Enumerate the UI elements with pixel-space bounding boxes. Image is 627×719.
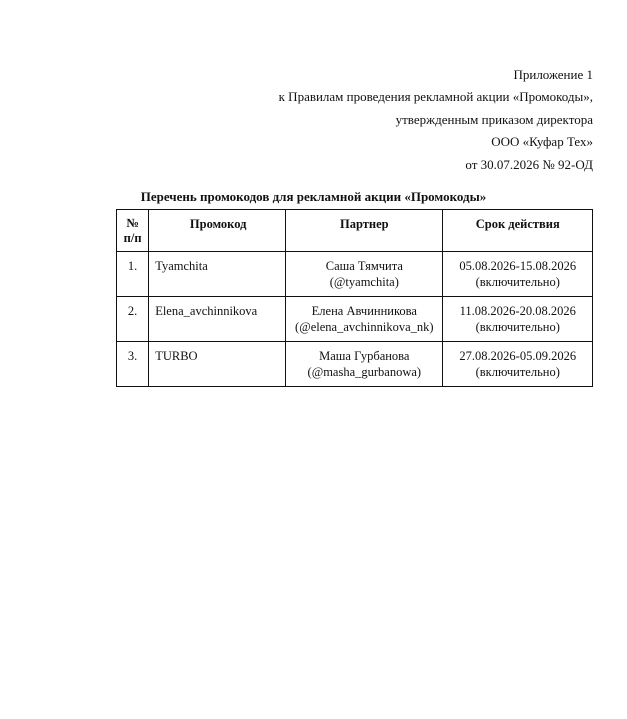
row-promo-code: TURBO [149, 342, 286, 387]
period-dates: 05.08.2026-15.08.2026 [459, 259, 577, 273]
partner-handle: (@masha_gurbanowa) [307, 365, 422, 379]
row-partner [286, 297, 443, 342]
period-note: (включительно) [475, 365, 560, 379]
appendix-header [279, 64, 593, 176]
table-row [117, 342, 593, 387]
row-number: 2. [117, 297, 149, 342]
appendix-order-date: от 30.07.2026 № 92-ОД [465, 156, 593, 172]
row-promo-code: Elena_avchinnikova [149, 297, 286, 342]
row-period [443, 297, 593, 342]
row-partner [286, 342, 443, 387]
partner-name: Саша Тямчита [325, 259, 403, 273]
partner-name: Елена Авчинникова [311, 304, 417, 318]
header-period: Срок действия [443, 210, 593, 252]
header-number-sign: № [126, 216, 139, 230]
table-row [117, 297, 593, 342]
row-promo-code: Tyamchita [149, 252, 286, 297]
appendix-approval: утвержденным приказом директора [395, 111, 593, 127]
row-partner [286, 252, 443, 297]
partner-handle: (@elena_avchinnikova_nk) [295, 320, 434, 334]
row-number: 1. [117, 252, 149, 297]
period-dates: 27.08.2026-05.09.2026 [459, 349, 577, 363]
period-note: (включительно) [475, 320, 560, 334]
period-note: (включительно) [475, 275, 560, 289]
table-row [117, 252, 593, 297]
promo-codes-table [116, 209, 593, 387]
table-header-row [117, 210, 593, 252]
appendix-rules-reference: к Правилам проведения рекламной акции «Промокоды», [278, 89, 593, 105]
row-period [443, 342, 593, 387]
partner-name: Маша Гурбанова [319, 349, 410, 363]
header-promo-code: Промокод [149, 210, 286, 252]
header-partner: Партнер [286, 210, 443, 252]
header-number [117, 210, 149, 252]
header-number-pp: п/п [123, 231, 142, 245]
document-title: Перечень промокодов для рекламной акции «Промокоды» [140, 189, 487, 204]
row-period [443, 252, 593, 297]
appendix-number: Приложение 1 [513, 67, 593, 82]
partner-handle: (@tyamchita) [329, 275, 399, 289]
period-dates: 11.08.2026-20.08.2026 [459, 304, 576, 318]
appendix-company: ООО «Куфар Тех» [491, 134, 593, 150]
row-number: 3. [117, 342, 149, 387]
